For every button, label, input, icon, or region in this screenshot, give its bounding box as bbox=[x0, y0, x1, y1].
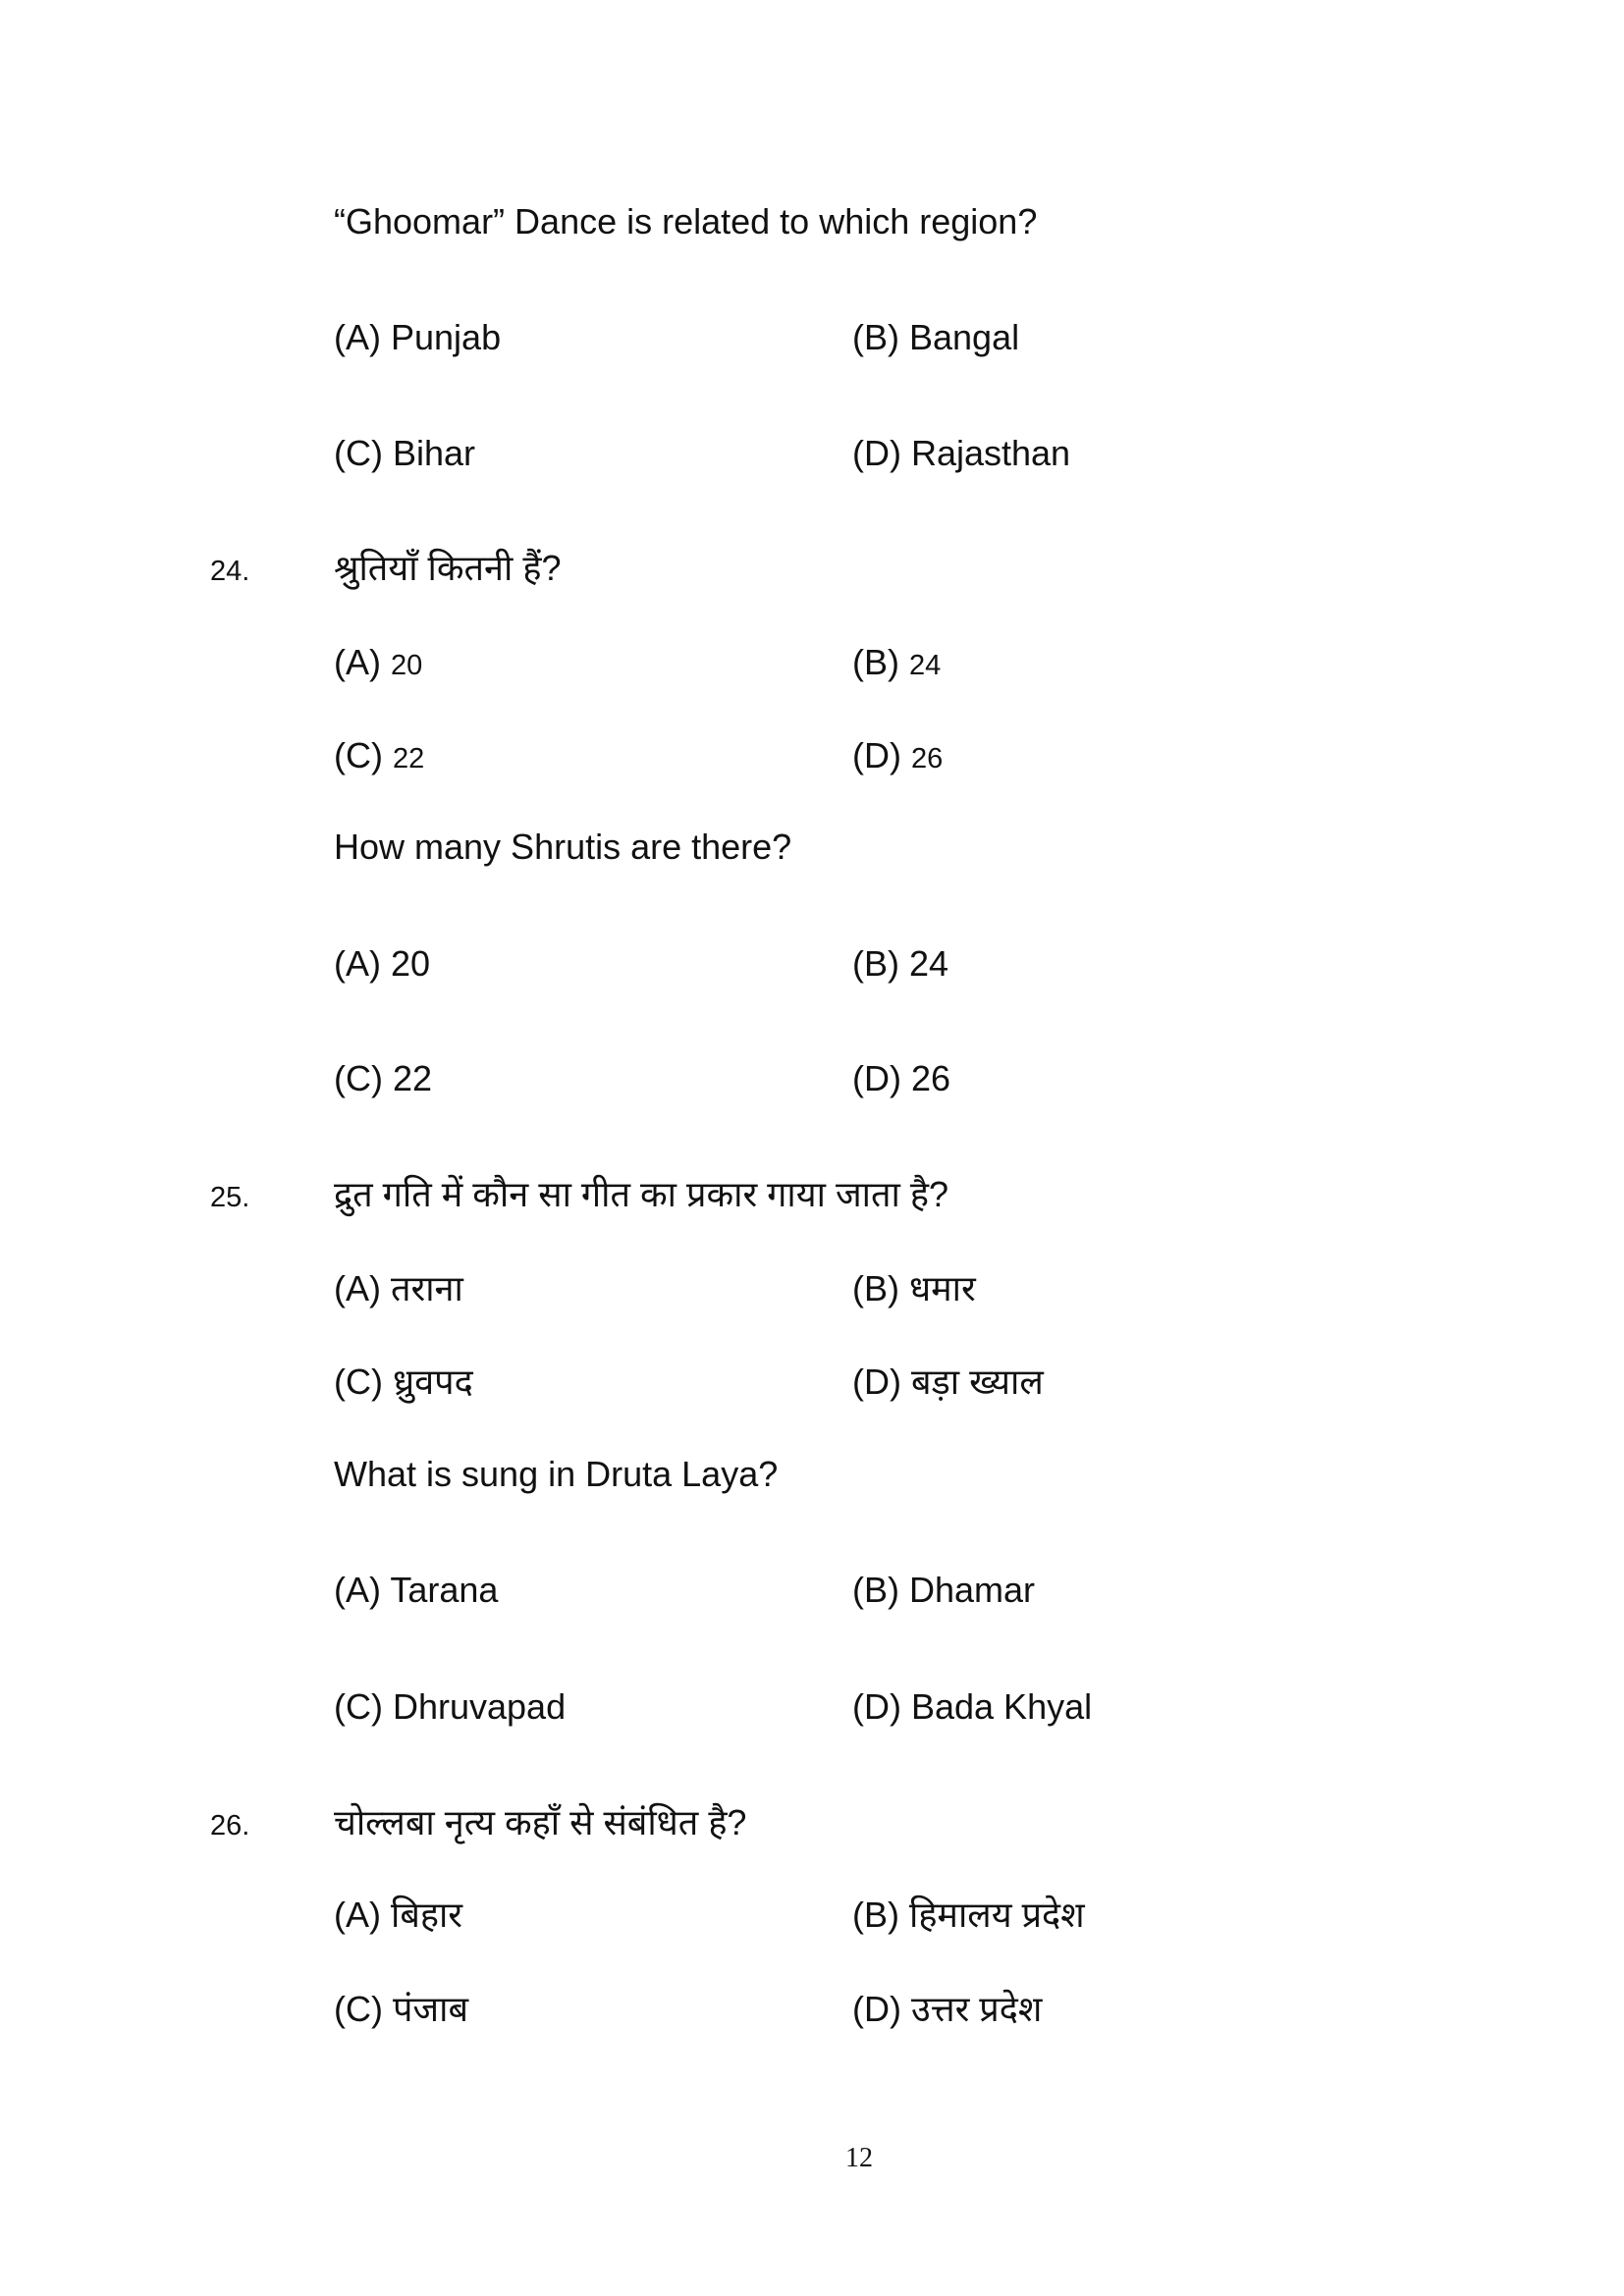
option-c-hindi: (C) ध्रुवपद bbox=[334, 1362, 473, 1402]
option-d: (D) Bada Khyal bbox=[852, 1686, 1093, 1727]
option-a: (A) 20 bbox=[334, 943, 431, 984]
question-number: 24. bbox=[210, 556, 250, 587]
option-value: 22 bbox=[393, 743, 425, 774]
option-b: (B) 24 bbox=[852, 943, 949, 984]
question-number: 25. bbox=[210, 1182, 250, 1213]
question-text-hindi: द्रुत गति में कौन सा गीत का प्रकार गाया जाता है? bbox=[334, 1174, 948, 1214]
option-c: (C) Dhruvapad bbox=[334, 1686, 567, 1727]
option-value: 24 bbox=[909, 650, 942, 681]
question-text-english: How many Shrutis are there? bbox=[334, 827, 792, 867]
option-a: (A) Tarana bbox=[334, 1570, 499, 1610]
option-value: 26 bbox=[911, 743, 944, 774]
option-value: 20 bbox=[391, 650, 423, 681]
question-text-hindi: श्रुतियाँ कितनी हैं? bbox=[334, 548, 562, 588]
option-b: (B) Dhamar bbox=[852, 1570, 1036, 1610]
option-c-hindi bbox=[334, 734, 424, 780]
option-a-hindi bbox=[334, 641, 422, 687]
option-c-hindi: (C) पंजाब bbox=[334, 1989, 469, 2029]
option-b-hindi bbox=[852, 641, 941, 687]
option-d-hindi: (D) बड़ा ख्याल bbox=[852, 1362, 1044, 1402]
option-d-hindi: (D) उत्तर प्रदेश bbox=[852, 1989, 1043, 2029]
question-number: 26. bbox=[210, 1810, 250, 1842]
option-b-hindi: (B) धमार bbox=[852, 1268, 976, 1308]
option-c: (C) Bihar bbox=[334, 433, 476, 473]
option-label: (C) bbox=[334, 735, 383, 775]
option-d-hindi bbox=[852, 734, 943, 780]
question-text-english: What is sung in Druta Laya? bbox=[334, 1454, 779, 1494]
option-a: (A) Punjab bbox=[334, 317, 502, 357]
option-d: (D) 26 bbox=[852, 1058, 951, 1098]
option-c: (C) 22 bbox=[334, 1058, 433, 1098]
question-text-hindi: चोल्लबा नृत्य कहाँ से संबंधित है? bbox=[334, 1802, 747, 1842]
page-number: 12 bbox=[845, 2143, 873, 2173]
option-a-hindi: (A) तराना bbox=[334, 1268, 463, 1308]
option-label: (B) bbox=[852, 642, 899, 682]
option-b: (B) Bangal bbox=[852, 317, 1020, 357]
option-label: (A) bbox=[334, 642, 381, 682]
option-d: (D) Rajasthan bbox=[852, 433, 1071, 473]
option-a-hindi: (A) बिहार bbox=[334, 1895, 463, 1935]
option-b-hindi: (B) हिमालय प्रदेश bbox=[852, 1895, 1085, 1935]
question-text: “Ghoomar” Dance is related to which region? bbox=[334, 201, 1038, 241]
option-label: (D) bbox=[852, 735, 901, 775]
